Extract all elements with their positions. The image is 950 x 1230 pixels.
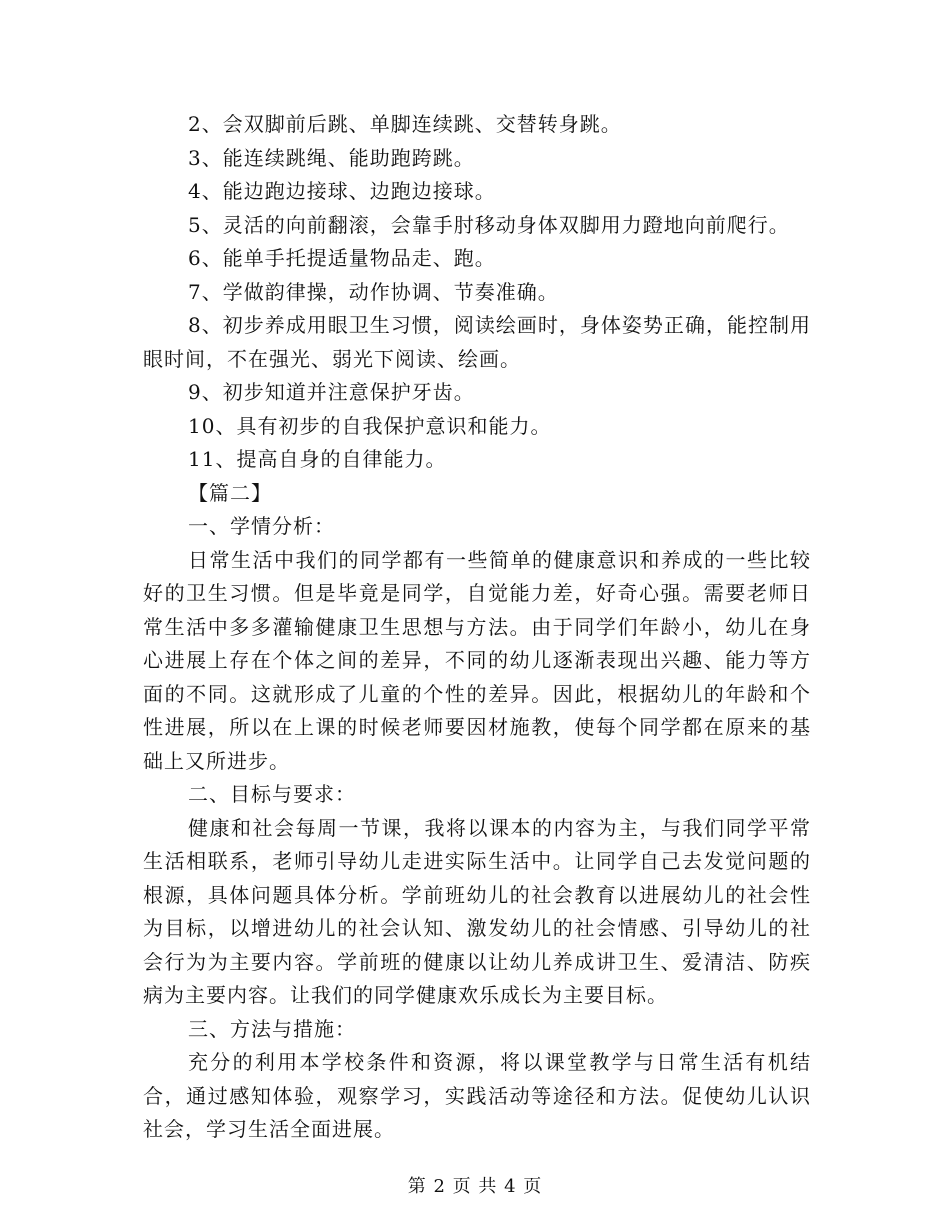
document-body xyxy=(143,108,811,1147)
list-item: 2、会双脚前后跳、单脚连续跳、交替转身跳。 xyxy=(188,112,622,136)
section-title: 【篇二】 xyxy=(188,480,272,505)
list-item: 8、初步养成用眼卫生习惯，阅读绘画时，身体姿势正确，能控制用眼时间，不在强光、弱光下阅读、绘画。 xyxy=(143,313,811,371)
list-item: 4、能边跑边接球、边跑边接球。 xyxy=(188,179,496,203)
list-item: 5、灵活的向前翻滚，会靠手肘移动身体双脚用力蹬地向前爬行。 xyxy=(188,212,790,237)
page-number-footer: 第 2 页 共 4 页 xyxy=(407,1176,543,1197)
body-paragraph: 健康和社会每周一节课，我将以课本的内容为主，与我们同学平常生活相联系，老师引导幼儿走进实际生活中。让同学自己去发觉问题的根源，具体问题具体分析。学前班幼儿的社会教育以进展幼儿的社会性为目标，以增进幼儿的社会认知、激发幼儿的社会情感、引导幼儿的社会行为为主要内容。学前班的健康以让幼儿养成讲卫生、爱清洁、防疾病为主要内容。让我们的同学健康欢乐成长为主要目标。 xyxy=(143,815,811,1007)
section-heading: 一、学情分析： xyxy=(188,514,335,538)
list-item: 6、能单手托提适量物品走、跑。 xyxy=(188,246,496,270)
list-item: 10、具有初步的自我保护意识和能力。 xyxy=(188,413,552,438)
section-heading: 二、目标与要求： xyxy=(188,782,356,806)
section-heading: 三、方法与措施： xyxy=(188,1016,356,1041)
body-paragraph: 日常生活中我们的同学都有一些简单的健康意识和养成的一些比较好的卫生习惯。但是毕竟是同学，自觉能力差，好奇心强。需要老师日常生活中多多灌输健康卫生思想与方法。由于同学们年龄小，幼儿在身心进展上存在个体之间的差异，不同的幼儿逐渐表现出兴趣、能力等方面的不同。这就形成了儿童的个性的差异。因此，根据幼儿的年龄和个性进展，所以在上课的时候老师要因材施教，使每个同学都在原来的基础上又所进步。 xyxy=(143,547,811,773)
list-item: 7、学做韵律操，动作协调、节奏准确。 xyxy=(188,279,559,304)
list-item: 3、能连续跳绳、能助跑跨跳。 xyxy=(188,145,475,170)
body-paragraph: 充分的利用本学校条件和资源，将以课堂教学与日常生活有机结合，通过感知体验，观察学习，实践活动等途径和方法。促使幼儿认识社会，学习生活全面进展。 xyxy=(143,1050,811,1141)
list-item: 9、初步知道并注意保护牙齿。 xyxy=(188,380,475,404)
list-item: 11、提高自身的自律能力。 xyxy=(188,447,447,471)
